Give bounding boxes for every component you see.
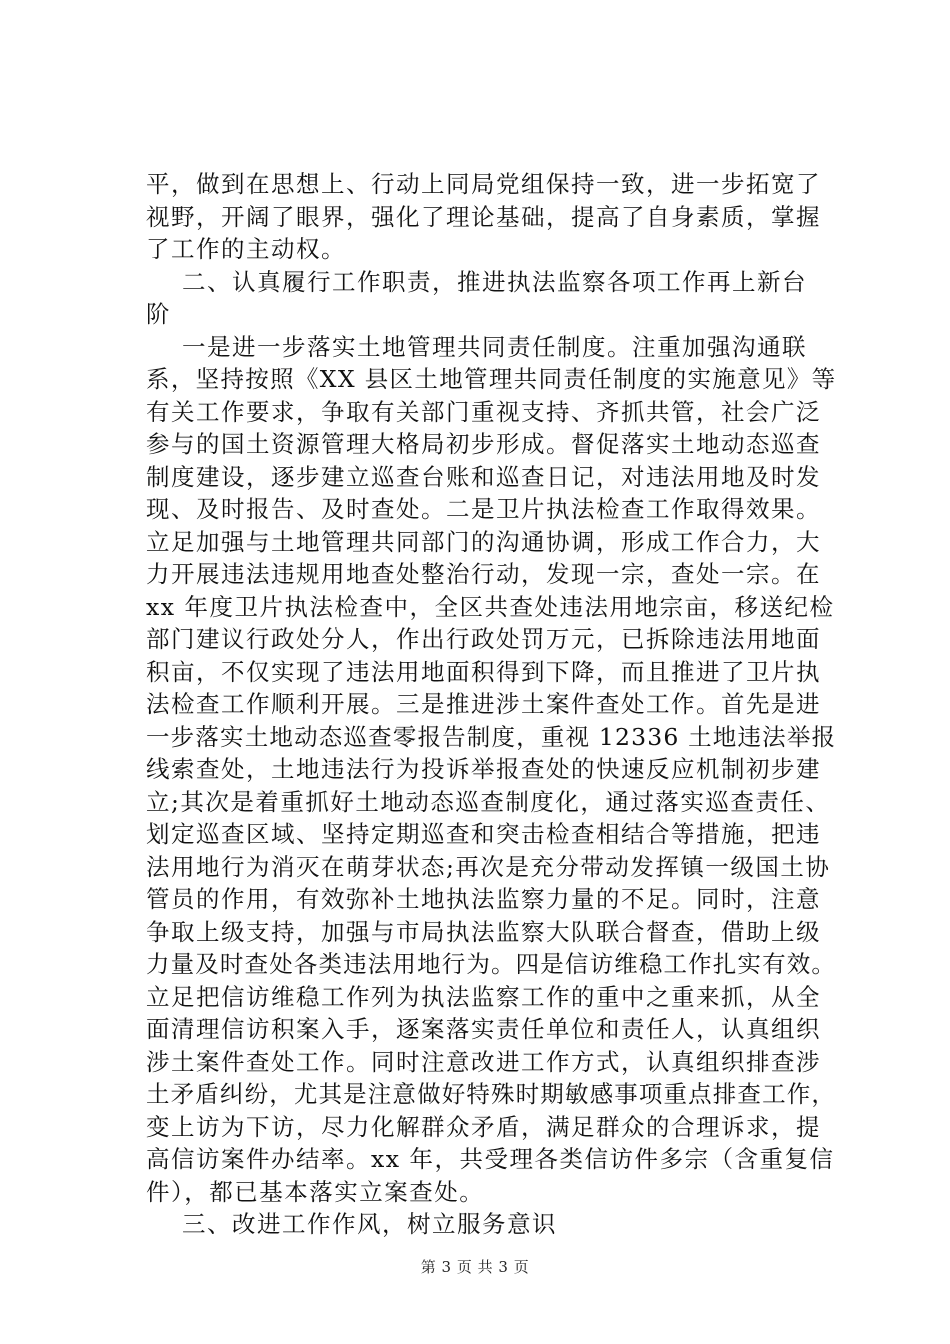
text-line: 高信访案件办结率。xx 年，共受理各类信访件多宗（含重复信 — [146, 1145, 835, 1173]
text-line: 面清理信访积案入手，逐案落实责任单位和责任人，认真组织 — [146, 1015, 821, 1043]
text-line: 三、改进工作作风，树立服务意识 — [182, 1210, 557, 1238]
text-line: 划定巡查区域、坚持定期巡查和突击检查相结合等措施，把违 — [146, 820, 821, 848]
text-line: 变上访为下访，尽力化解群众矛盾，满足群众的合理诉求，提 — [146, 1112, 821, 1141]
text-line: 现、及时报告、及时查处。二是卫片执法检查工作取得效果。 — [146, 495, 821, 523]
text-line: 力开展违法违规用地查处整治行动，发现一宗，查处一宗。在 — [146, 560, 821, 588]
text-line: 件），都已基本落实立案查处。 — [146, 1177, 485, 1206]
text-line: 平，做到在思想上、行动上同局党组保持一致，进一步拓宽了 — [146, 170, 821, 198]
text-line: 立足把信访维稳工作列为执法监察工作的重中之重来抓，从全 — [146, 982, 821, 1011]
text-line: 视野，开阔了眼界，强化了理论基础，提高了自身素质，掌握 — [146, 202, 821, 231]
page-footer: 第 3 页 共 3 页 — [420, 1258, 530, 1276]
text-line: 土矛盾纠纷，尤其是注意做好特殊时期敏感事项重点排查工作， — [146, 1080, 836, 1108]
text-line: 积亩，不仅实现了违法用地面积得到下降，而且推进了卫片执 — [146, 657, 821, 686]
text-line: 力量及时查处各类违法用地行为。四是信访维稳工作扎实有效。 — [146, 950, 836, 978]
text-line: 立足加强与土地管理共同部门的沟通协调，形成工作合力，大 — [146, 527, 821, 556]
text-line: 有关工作要求，争取有关部门重视支持、齐抓共管，社会广泛 — [146, 397, 821, 426]
text-line: 线索查处，土地违法行为投诉举报查处的快速反应机制初步建 — [146, 755, 821, 783]
text-line: 系，坚持按照《XX 县区土地管理共同责任制度的实施意见》等 — [146, 365, 836, 393]
text-line: 制度建设，逐步建立巡查台账和巡查日记，对违法用地及时发 — [146, 462, 821, 491]
text-line: 二、认真履行工作职责，推进执法监察各项工作再上新台 — [182, 267, 807, 296]
text-line: 部门建议行政处分人，作出行政处罚万元，已拆除违法用地面 — [146, 625, 821, 653]
text-line: 涉土案件查处工作。同时注意改进工作方式，认真组织排查涉 — [146, 1047, 821, 1076]
text-line: 争取上级支持，加强与市局执法监察大队联合督查，借助上级 — [146, 917, 821, 946]
text-line: 一是进一步落实土地管理共同责任制度。注重加强沟通联 — [182, 332, 807, 361]
text-line: 法用地行为消灭在萌芽状态;再次是充分带动发挥镇一级国土协 — [146, 852, 831, 881]
text-line: 一步落实土地动态巡查零报告制度，重视 12336 土地违法举报 — [146, 722, 836, 751]
text-line: xx 年度卫片执法检查中，全区共查处违法用地宗亩，移送纪检 — [146, 592, 835, 621]
text-line: 法检查工作顺利开展。三是推进涉土案件查处工作。首先是进 — [146, 690, 821, 718]
text-line: 立;其次是着重抓好土地动态巡查制度化，通过落实巡查责任、 — [146, 787, 831, 816]
text-line: 阶 — [146, 300, 171, 328]
text-line: 了工作的主动权。 — [146, 235, 346, 263]
text-line: 管员的作用，有效弥补土地执法监察力量的不足。同时，注意 — [146, 885, 821, 913]
document-body — [146, 168, 836, 1241]
text-line: 参与的国土资源管理大格局初步形成。督促落实土地动态巡查 — [146, 430, 821, 458]
